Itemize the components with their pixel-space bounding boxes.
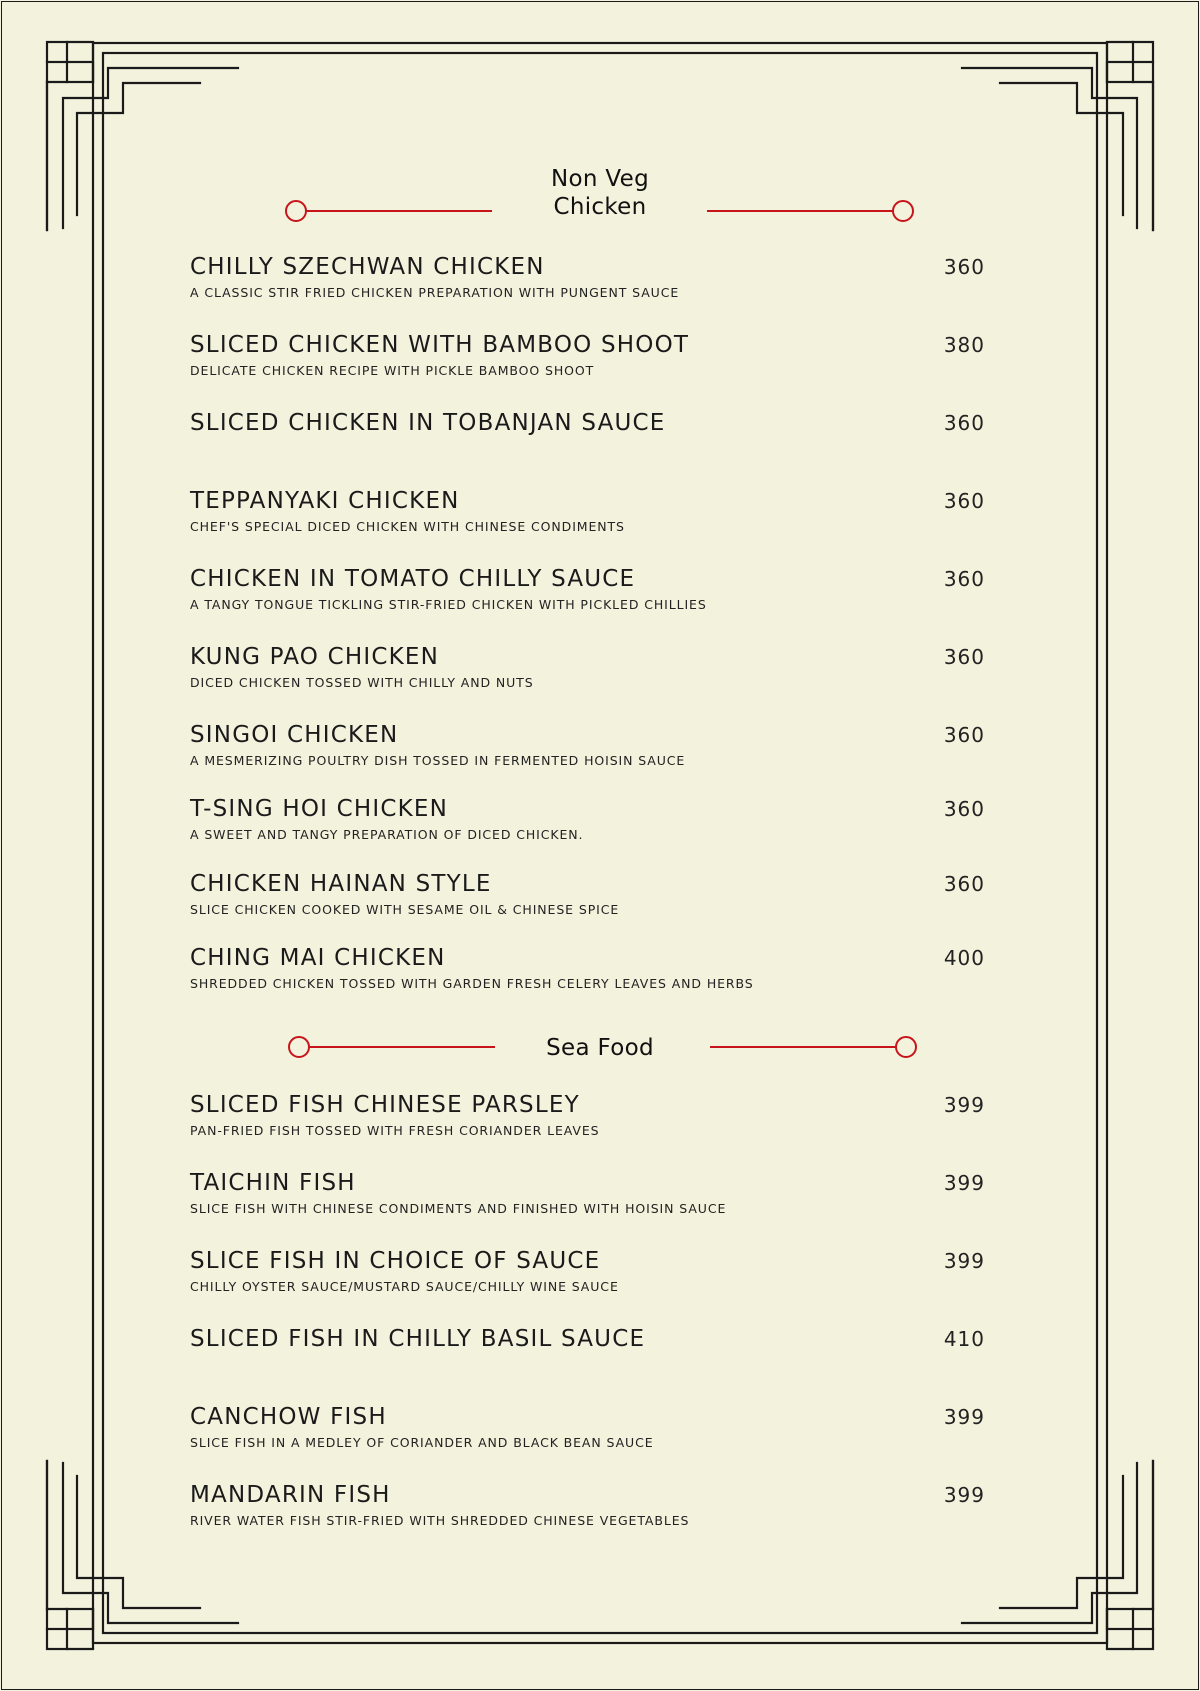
menu-item [190,1091,990,1140]
menu-item [190,870,990,919]
divider-ornament-right [893,201,913,221]
menu-item [190,409,990,437]
item-description: A SWEET AND TANGY PREPARATION OF DICED CHICKEN. [190,827,584,842]
section-title: Sea Food [546,1035,654,1061]
menu-item [190,1325,990,1353]
menu-item [190,944,990,993]
item-description: CHILLY OYSTER SAUCE/MUSTARD SAUCE/CHILLY WINE SAUCE [190,1279,619,1294]
item-price: 360 [943,723,985,747]
item-name: CHING MAI CHICKEN [190,945,446,971]
item-name: SLICED CHICKEN IN TOBANJAN SAUCE [190,410,666,436]
item-price: 360 [943,645,985,669]
item-name: CHICKEN HAINAN STYLE [190,871,492,897]
menu-item [190,1403,990,1452]
item-price: 380 [943,333,985,357]
item-description: RIVER WATER FISH STIR-FRIED WITH SHREDDED CHINESE VEGETABLES [190,1513,690,1528]
item-name: SINGOI CHICKEN [190,722,399,748]
divider-ornament-left [289,1037,309,1057]
menu-item [190,253,990,302]
item-description: SLICE FISH WITH CHINESE CONDIMENTS AND FINISHED WITH HOISIN SAUCE [190,1201,727,1216]
item-price: 399 [943,1093,985,1117]
item-name: MANDARIN FISH [190,1482,391,1508]
section-divider [0,1034,1200,1064]
menu-item [190,1169,990,1218]
divider-ornament-left [286,201,306,221]
item-description: SHREDDED CHICKEN TOSSED WITH GARDEN FRESH CELERY LEAVES AND HERBS [190,976,754,991]
item-price: 360 [943,489,985,513]
item-price: 360 [943,872,985,896]
item-name: CHICKEN IN TOMATO CHILLY SAUCE [190,566,636,592]
section-title-line-1: Non Veg [551,166,649,192]
item-name: TEPPANYAKI CHICKEN [190,488,460,514]
item-description: SLICE CHICKEN COOKED WITH SESAME OIL & CHINESE SPICE [190,902,620,917]
item-price: 400 [943,946,985,970]
menu-item [190,565,990,614]
divider-ornament-right [896,1037,916,1057]
item-name: SLICED CHICKEN WITH BAMBOO SHOOT [190,332,690,358]
item-price: 360 [943,411,985,435]
item-description: A CLASSIC STIR FRIED CHICKEN PREPARATION WITH PUNGENT SAUCE [190,285,680,300]
item-name: SLICE FISH IN CHOICE OF SAUCE [190,1248,601,1274]
menu-item [190,1247,990,1296]
menu-item [190,795,990,844]
section-divider [0,165,1200,225]
item-price: 360 [943,567,985,591]
item-price: 410 [943,1327,985,1351]
item-description: SLICE FISH IN A MEDLEY OF CORIANDER AND BLACK BEAN SAUCE [190,1435,654,1450]
item-description: DELICATE CHICKEN RECIPE WITH PICKLE BAMBOO SHOOT [190,363,595,378]
item-name: SLICED FISH IN CHILLY BASIL SAUCE [190,1326,646,1352]
item-price: 360 [943,797,985,821]
item-price: 399 [943,1249,985,1273]
item-name: KUNG PAO CHICKEN [190,644,439,670]
item-price: 399 [943,1483,985,1507]
item-name: T-SING HOI CHICKEN [190,796,449,822]
item-description: A MESMERIZING POULTRY DISH TOSSED IN FERMENTED HOISIN SAUCE [190,753,686,768]
item-description: A TANGY TONGUE TICKLING STIR-FRIED CHICKEN WITH PICKLED CHILLIES [190,597,707,612]
item-name: TAICHIN FISH [190,1170,356,1196]
item-description: PAN-FRIED FISH TOSSED WITH FRESH CORIANDER LEAVES [190,1123,600,1138]
menu-item [190,721,990,770]
item-price: 399 [943,1405,985,1429]
menu-item [190,487,990,536]
menu-item [190,331,990,380]
item-price: 360 [943,255,985,279]
item-description: DICED CHICKEN TOSSED WITH CHILLY AND NUTS [190,675,534,690]
menu-item [190,1481,990,1530]
item-name: CHILLY SZECHWAN CHICKEN [190,254,545,280]
item-description: CHEF'S SPECIAL DICED CHICKEN WITH CHINESE CONDIMENTS [190,519,625,534]
item-price: 399 [943,1171,985,1195]
item-name: CANCHOW FISH [190,1404,387,1430]
menu-item [190,643,990,692]
item-name: SLICED FISH CHINESE PARSLEY [190,1092,580,1118]
section-title-line-2: Chicken [553,194,647,220]
